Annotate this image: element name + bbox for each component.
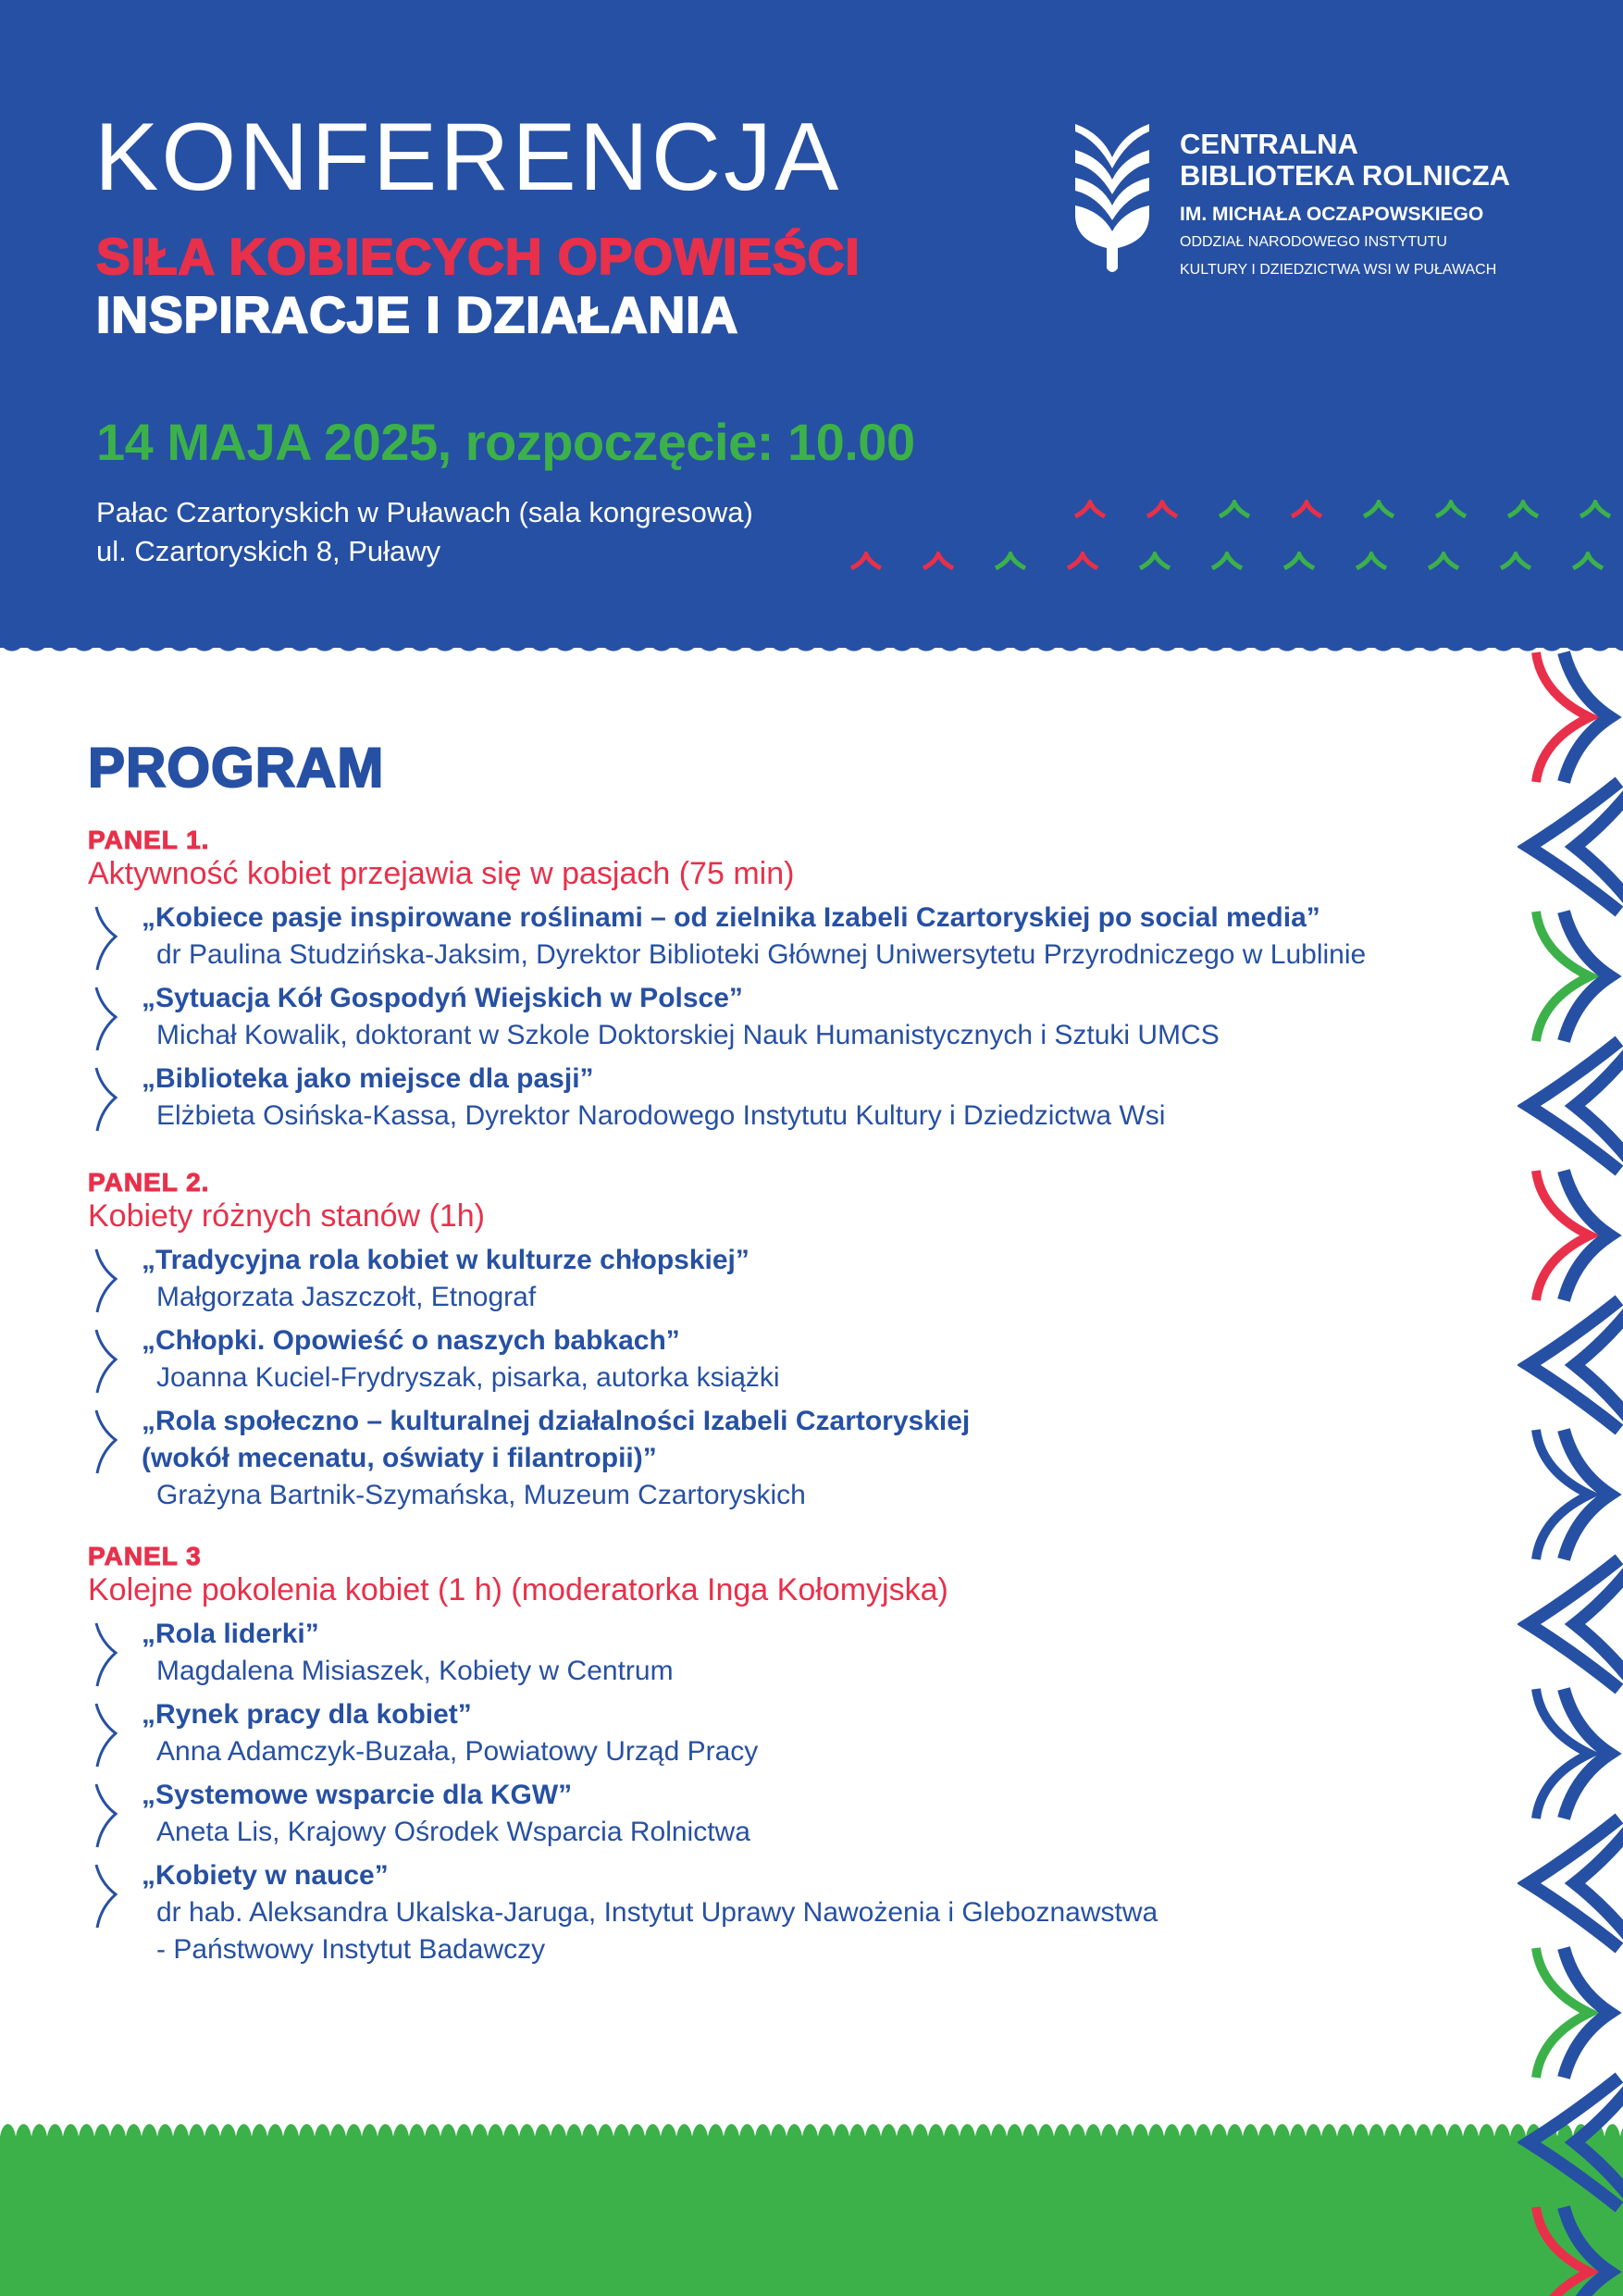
talk-title: „Chłopki. Opowieść o naszych babkach” — [142, 1325, 680, 1356]
talk-speaker: Joanna Kuciel-Frydryszak, pisarka, autorka książki — [156, 1362, 780, 1393]
talk-title: „Biblioteka jako miejsce dla pasji” — [142, 1063, 594, 1094]
panel-1 — [88, 825, 1531, 1141]
talk-title: „Rynek pracy dla kobiet” — [142, 1699, 472, 1730]
list-item — [88, 1857, 1531, 1968]
chevron-up-icon — [1146, 500, 1179, 518]
talk-title-cont: (wokół mecenatu, oświaty i filantropii)” — [142, 1443, 657, 1473]
logo-line-2: BIBLIOTEKA ROLNICZA — [1180, 159, 1511, 192]
talk-title: „Systemowe wsparcie dla KGW” — [142, 1780, 573, 1810]
wave-stroke — [1536, 1430, 1590, 1559]
logo-line-1: CENTRALNA — [1180, 128, 1358, 160]
talk-title: „Tradycyjna rola kobiet w kulturze chłopskiej” — [142, 1245, 750, 1275]
talk-speaker: Magdalena Misiaszek, Kobiety w Centrum — [156, 1656, 674, 1686]
wave-stroke — [1536, 1171, 1590, 1300]
panel-label: PANEL 2. — [88, 1168, 210, 1197]
chevron-up-icon — [1355, 552, 1388, 570]
footer-band — [0, 2141, 1623, 2296]
bracket-icon — [93, 1328, 118, 1395]
chevron-up-icon — [1571, 552, 1604, 570]
event-address: ul. Czartoryskich 8, Puławy — [96, 535, 441, 567]
chevron-up-icon — [1066, 552, 1099, 570]
chevron-up-icon — [1282, 552, 1316, 570]
chevron-up-icon — [1506, 500, 1540, 518]
talk-title: „Kobiece pasje inspirowane roślinami – od zielnika Izabeli Czartoryskiej po social media” — [142, 902, 1320, 933]
talk-title: „Rola liderki” — [142, 1619, 319, 1649]
bracket-icon — [93, 1409, 118, 1475]
panel-title: Kolejne pokolenia kobiet (1 h) (moderatorka Inga Kołomyjska) — [88, 1572, 948, 1607]
chevron-up-icon — [1434, 500, 1468, 518]
wheat-logo-icon — [1073, 122, 1152, 275]
bracket-icon — [93, 1621, 118, 1688]
chevron-up-icon — [1362, 500, 1395, 518]
wave-stroke — [1536, 1948, 1590, 2078]
bracket-icon — [93, 1066, 118, 1133]
header-scallop-edge — [0, 639, 1623, 661]
event-date: 14 MAJA 2025, rozpoczęcie: 10.00 — [96, 413, 915, 471]
chevron-up-icon — [1290, 500, 1323, 518]
wave-stroke — [1536, 1689, 1590, 1818]
chevron-up-icon — [922, 552, 955, 570]
bracket-icon — [93, 1863, 118, 1930]
bracket-icon — [93, 1247, 118, 1314]
panel-title: Kobiety różnych stanów (1h) — [88, 1198, 485, 1234]
chevron-up-icon — [1138, 552, 1171, 570]
chevron-up-icon — [1210, 552, 1244, 570]
list-item — [88, 1061, 1531, 1135]
talk-speaker: Michał Kowalik, doktorant w Szkole Doktorskiej Nauk Humanistycznych i Sztuki UMCS — [156, 1020, 1220, 1050]
list-item — [88, 980, 1531, 1054]
talk-speaker: Aneta Lis, Krajowy Ośrodek Wsparcia Rolnictwa — [156, 1817, 750, 1847]
library-logo-text — [1180, 130, 1510, 279]
list-item — [88, 1777, 1531, 1851]
chevron-up-icon — [1073, 500, 1107, 518]
footer-scallop-edge — [0, 2124, 1623, 2142]
list-item — [88, 1242, 1531, 1316]
logo-line-3: IM. MICHAŁA OCZAPOWSKIEGO — [1180, 204, 1484, 225]
panel-label: PANEL 3 — [88, 1542, 202, 1570]
wave-stroke — [1536, 652, 1590, 782]
logo-line-4: ODDZIAŁ NARODOWEGO INSTYTUTU — [1180, 234, 1447, 250]
wave-stroke — [1536, 912, 1590, 1041]
talk-title: „Kobiety w nauce” — [142, 1860, 389, 1891]
chevron-up-icon — [1579, 500, 1612, 518]
talk-speaker-cont: - Państwowy Instytut Badawczy — [156, 1934, 546, 1965]
chevron-up-icon — [849, 552, 883, 570]
talk-speaker: Grażyna Bartnik-Szymańska, Muzeum Czartoryskich — [156, 1480, 806, 1510]
bracket-icon — [93, 1782, 118, 1849]
talk-speaker: dr hab. Aleksandra Ukalska-Jaruga, Instytut Uprawy Nawożenia i Gleboznawstwa — [156, 1897, 1158, 1928]
list-item — [88, 900, 1531, 974]
bracket-icon — [93, 1702, 118, 1769]
conference-subtitle-white: INSPIRACJE I DZIAŁANIA — [96, 286, 739, 343]
bracket-icon — [93, 986, 118, 1052]
event-venue: Pałac Czartoryskich w Puławach (sala kongresowa) — [96, 496, 753, 528]
program-heading: PROGRAM — [88, 737, 385, 799]
talk-title: „Sytuacja Kół Gospodyń Wiejskich w Polsce” — [142, 983, 743, 1013]
talk-title: „Rola społeczno – kulturalnej działalności Izabeli Czartoryskiej — [142, 1406, 971, 1436]
talk-speaker: Anna Adamczyk-Buzała, Powiatowy Urząd Pracy — [156, 1736, 759, 1767]
chevron-up-icon — [1218, 500, 1251, 518]
talk-speaker: Elżbieta Osińska-Kassa, Dyrektor Narodowego Instytutu Kultury i Dziedzictwa Wsi — [156, 1100, 1166, 1131]
conference-subtitle-red: SIŁA KOBIECYCH OPOWIEŚCI — [96, 228, 861, 285]
panel-title: Aktywność kobiet przejawia się w pasjach (75 min) — [88, 856, 795, 891]
bracket-icon — [93, 905, 118, 972]
list-item — [88, 1322, 1531, 1396]
chevron-up-icon — [1499, 552, 1532, 570]
wave-border-decoration — [1518, 648, 1623, 2296]
logo-line-5: KULTURY I DZIEDZICTWA WSI W PUŁAWACH — [1180, 262, 1497, 278]
talk-speaker: Małgorzata Jaszczołt, Etnograf — [156, 1282, 537, 1312]
list-item — [88, 1616, 1531, 1690]
list-item — [88, 1696, 1531, 1770]
talk-speaker: dr Paulina Studzińska-Jaksim, Dyrektor Biblioteki Głównej Uniwersytetu Przyrodniczego w Lublinie — [156, 939, 1367, 970]
chevron-up-icon — [994, 552, 1027, 570]
chevron-up-icon — [1427, 552, 1460, 570]
panel-label: PANEL 1. — [88, 825, 210, 854]
conference-title: KONFERENCJA — [94, 104, 842, 211]
panel-2 — [88, 1168, 1531, 1520]
panel-3 — [88, 1542, 1531, 1975]
list-item — [88, 1403, 1531, 1514]
